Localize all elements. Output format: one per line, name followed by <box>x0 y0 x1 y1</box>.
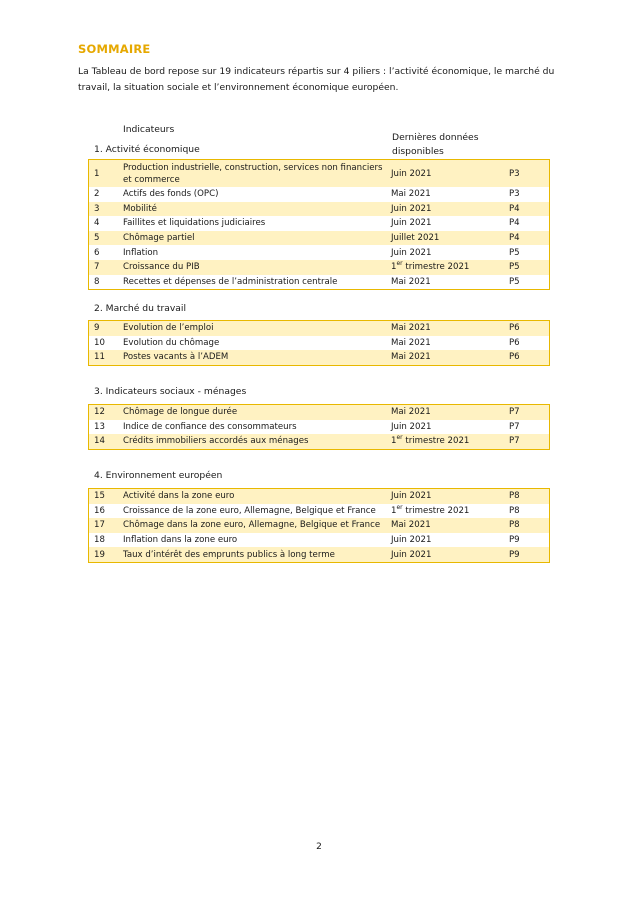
date-rest: trimestre 2021 <box>402 505 470 516</box>
page-title: SOMMAIRE <box>78 42 151 56</box>
indicator-label: Croissance du PIB <box>123 262 200 273</box>
column-header-indicators: Indicateurs <box>123 124 175 135</box>
indicator-number: 14 <box>94 436 105 447</box>
indicator-number: 16 <box>94 505 105 516</box>
last-data-date: Juin 2021 <box>391 247 432 258</box>
page-reference: P3 <box>509 168 520 179</box>
date-ordinal-suffix: er <box>396 504 403 512</box>
date-ordinal: 1 <box>391 262 397 273</box>
page-reference: P6 <box>509 337 520 348</box>
table-row <box>89 420 549 435</box>
table-row <box>89 187 549 202</box>
page-reference: P9 <box>509 549 520 560</box>
date-ordinal-suffix: er <box>396 434 403 442</box>
page-reference: P4 <box>509 203 520 214</box>
indicator-label: Inflation <box>123 247 159 258</box>
table-row <box>89 202 549 217</box>
table-row <box>89 245 549 260</box>
page-reference: P3 <box>509 189 520 200</box>
indicator-label: Recettes et dépenses de l’administration centrale <box>123 276 338 287</box>
date-ordinal: 1 <box>391 436 397 447</box>
indicator-label: Faillites et liquidations judiciaires <box>123 218 266 229</box>
last-data-date: Juillet 2021 <box>391 233 440 244</box>
indicator-number: 3 <box>94 203 100 214</box>
indicator-table <box>88 159 550 290</box>
indicator-label: Chômage partiel <box>123 233 195 244</box>
page-reference: P6 <box>509 323 520 334</box>
table-row <box>89 231 549 246</box>
indicator-number: 12 <box>94 407 105 418</box>
column-header-last-data: Dernières données disponibles <box>392 132 479 157</box>
table-row <box>89 275 549 290</box>
indicator-label: Actifs des fonds (OPC) <box>123 189 219 200</box>
last-data-date <box>391 436 509 446</box>
page-reference: P5 <box>509 276 520 287</box>
page-reference: P5 <box>509 247 520 258</box>
last-data-date: Juin 2021 <box>391 421 432 432</box>
indicator-label: Chômage dans la zone euro, Allemagne, Belgique et France <box>123 520 381 531</box>
table-row <box>89 260 549 275</box>
indicator-label: Mobilité <box>123 203 157 214</box>
indicator-label: Chômage de longue durée <box>123 407 238 418</box>
indicator-label: Evolution de l’emploi <box>123 323 214 334</box>
table-row <box>89 533 549 548</box>
table-row <box>89 489 549 504</box>
indicator-number: 1 <box>94 168 100 179</box>
page-reference: P9 <box>509 535 520 546</box>
indicator-number: 5 <box>94 233 100 244</box>
last-data-date: Juin 2021 <box>391 549 432 560</box>
section-title: 4. Environnement européen <box>94 470 223 481</box>
table-row <box>89 336 549 351</box>
indicator-label: Activité dans la zone euro <box>123 491 235 502</box>
last-data-date: Juin 2021 <box>391 168 432 179</box>
last-data-date: Mai 2021 <box>391 337 431 348</box>
indicator-label: Postes vacants à l’ADEM <box>123 352 229 363</box>
page-number: 2 <box>316 842 322 852</box>
section-title: 2. Marché du travail <box>94 303 187 314</box>
last-data-date <box>391 506 509 516</box>
indicator-number: 7 <box>94 262 100 273</box>
indicator-number: 4 <box>94 218 100 229</box>
indicator-label: Taux d’intérêt des emprunts publics à long terme <box>123 549 335 560</box>
last-data-date: Mai 2021 <box>391 407 431 418</box>
page-reference: P6 <box>509 352 520 363</box>
date-rest: trimestre 2021 <box>402 262 470 273</box>
indicator-number: 8 <box>94 276 100 287</box>
page-reference: P4 <box>509 218 520 229</box>
last-data-date: Mai 2021 <box>391 323 431 334</box>
table-row <box>89 405 549 420</box>
page-reference: P8 <box>509 505 520 516</box>
last-data-date: Juin 2021 <box>391 218 432 229</box>
date-ordinal-suffix: er <box>396 260 403 268</box>
page-reference: P8 <box>509 520 520 531</box>
intro-paragraph: La Tableau de bord repose sur 19 indicateurs répartis sur 4 piliers : l’activité économique, le marché du travail, la situation sociale et l’environnement économique européen. <box>78 66 555 93</box>
table-row <box>89 160 549 187</box>
table-row <box>89 547 549 562</box>
indicator-number: 18 <box>94 535 105 546</box>
date-ordinal: 1 <box>391 505 397 516</box>
indicator-number: 11 <box>94 352 105 363</box>
page-reference: P4 <box>509 233 520 244</box>
indicator-number: 10 <box>94 337 105 348</box>
indicator-label: Croissance de la zone euro, Allemagne, Belgique et France <box>123 505 376 516</box>
date-rest: trimestre 2021 <box>402 436 470 447</box>
last-data-date: Juin 2021 <box>391 491 432 502</box>
table-row <box>89 350 549 365</box>
page-reference: P5 <box>509 262 520 273</box>
indicator-number: 15 <box>94 491 105 502</box>
table-row <box>89 321 549 336</box>
last-data-date: Juin 2021 <box>391 535 432 546</box>
indicator-label: Inflation dans la zone euro <box>123 535 238 546</box>
table-row <box>89 434 549 449</box>
indicator-number: 6 <box>94 247 100 258</box>
last-data-date: Juin 2021 <box>391 203 432 214</box>
indicator-label: Production industrielle, construction, services non financiers et commerce <box>123 162 383 185</box>
section-title: 1. Activité économique <box>94 144 200 155</box>
indicator-label: Evolution du chômage <box>123 337 220 348</box>
page-reference: P8 <box>509 491 520 502</box>
page-reference: P7 <box>509 407 520 418</box>
indicator-number: 2 <box>94 189 100 200</box>
page-reference: P7 <box>509 436 520 447</box>
last-data-date: Mai 2021 <box>391 352 431 363</box>
indicator-table <box>88 320 550 366</box>
table-row <box>89 518 549 533</box>
indicator-label: Indice de confiance des consommateurs <box>123 421 297 432</box>
indicator-table <box>88 404 550 450</box>
indicator-label: Crédits immobiliers accordés aux ménages <box>123 436 309 447</box>
section-title: 3. Indicateurs sociaux - ménages <box>94 386 247 397</box>
page-reference: P7 <box>509 421 520 432</box>
last-data-date: Mai 2021 <box>391 276 431 287</box>
last-data-date: Mai 2021 <box>391 520 431 531</box>
indicator-number: 9 <box>94 323 100 334</box>
table-row <box>89 504 549 519</box>
table-row <box>89 216 549 231</box>
last-data-date <box>391 262 509 272</box>
indicator-table <box>88 488 550 563</box>
indicator-number: 13 <box>94 421 105 432</box>
last-data-date: Mai 2021 <box>391 189 431 200</box>
indicator-number: 19 <box>94 549 105 560</box>
indicator-number: 17 <box>94 520 105 531</box>
